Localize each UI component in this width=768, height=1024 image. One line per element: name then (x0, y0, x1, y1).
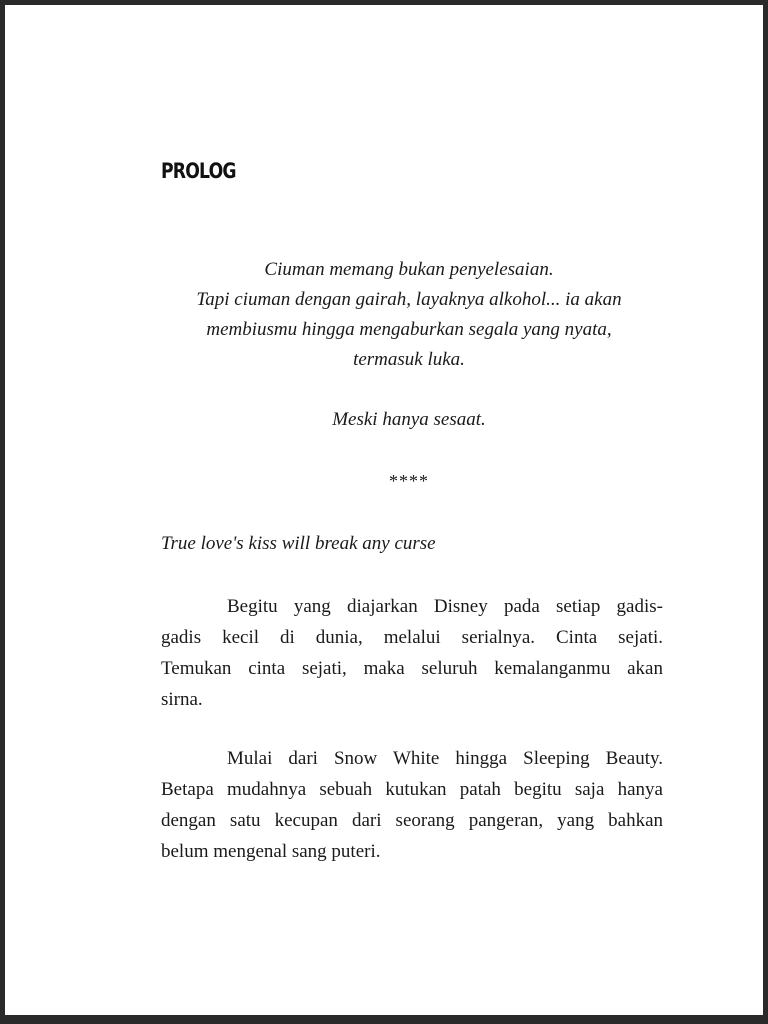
paragraph-line: Mulai dari Snow White hingga Sleeping Beauty. (227, 748, 663, 769)
epigraph-line: termasuk luka. (353, 349, 465, 370)
epigraph-line: Ciuman memang bukan penyelesaian. (264, 259, 554, 280)
epigraph-line: Tapi ciuman dengan gairah, layaknya alkohol... ia akan (196, 289, 622, 310)
paragraph-line: Betapa mudahnya sebuah kutukan patah begitu saja hanya (161, 779, 663, 800)
document-page (5, 5, 763, 1015)
paragraph-line: Temukan cinta sejati, maka seluruh kemalanganmu akan (161, 658, 663, 679)
paragraph-line: dengan satu kecupan dari seorang pangeran, yang bahkan (161, 810, 663, 831)
paragraph-line: belum mengenal sang puteri. (161, 841, 381, 862)
section-separator: **** (389, 471, 429, 491)
epigraph-spacer (155, 375, 663, 405)
epigraph (155, 255, 663, 435)
epigraph-closing: Meski hanya sesaat. (332, 409, 486, 430)
paragraph (161, 591, 663, 715)
paragraph-line: Begitu yang diajarkan Disney pada setiap gadis- (227, 596, 663, 617)
paragraph-line: gadis kecil di dunia, melalui serialnya. Cinta sejati. (161, 627, 663, 648)
chapter-heading: PROLOG (161, 159, 236, 183)
paragraph-line: sirna. (161, 689, 203, 710)
opening-quote: True love's kiss will break any curse (161, 533, 436, 554)
paragraph (161, 743, 663, 867)
epigraph-line: membiusmu hingga mengaburkan segala yang nyata, (206, 319, 612, 340)
